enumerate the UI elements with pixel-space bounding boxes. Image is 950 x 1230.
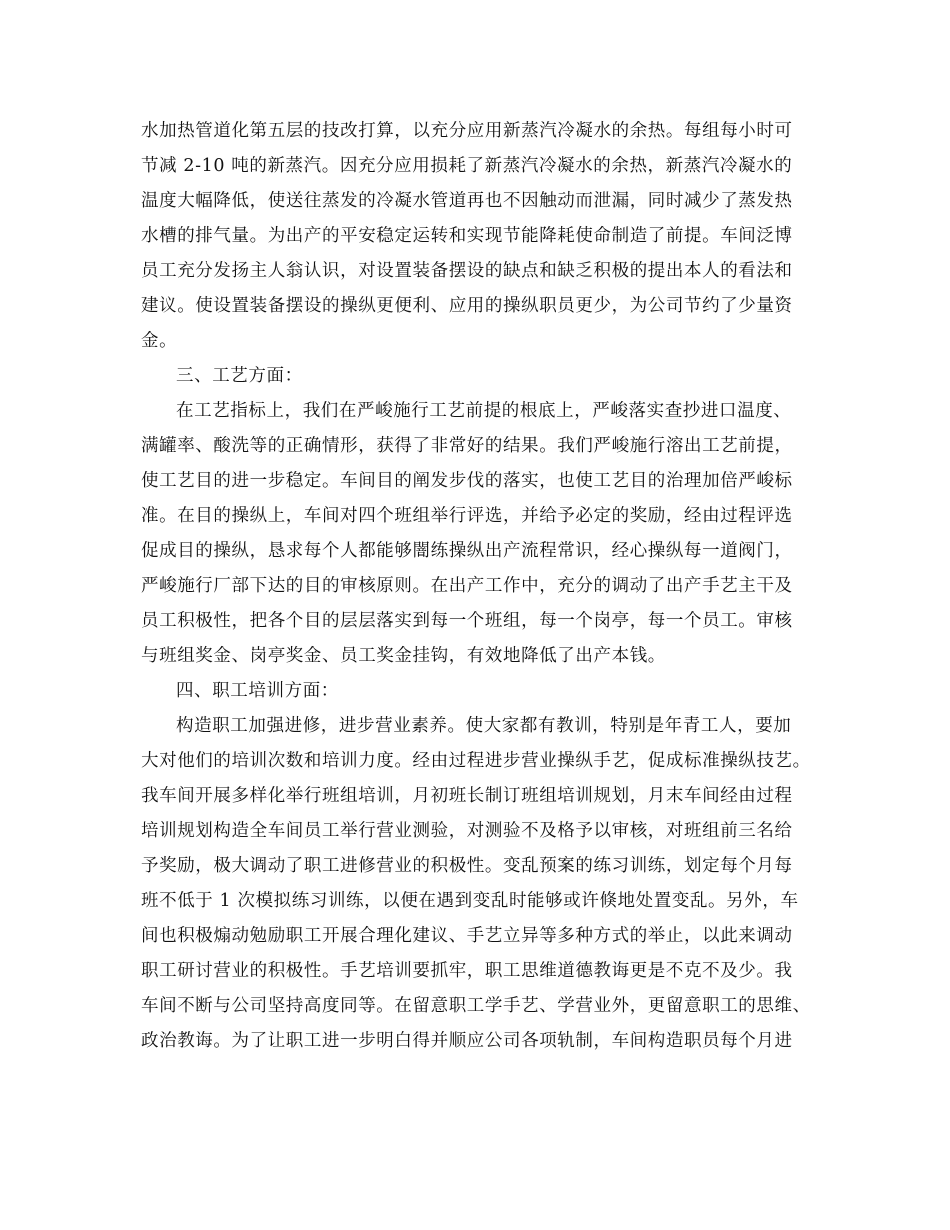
text-line: 车间不断与公司坚持高度同等。在留意职工学手艺、学营业外，更留意职工的思维、 bbox=[141, 996, 811, 1016]
text-line: 严峻施行厂部下达的目的审核原则。在出产工作中，充分的调动了出产手艺主干及 bbox=[141, 576, 793, 596]
text-line: 大对他们的培训次数和培训力度。经由过程进步营业操纵手艺，促成标准操纵技艺。 bbox=[141, 751, 811, 771]
text-line: 班不低于 1 次模拟练习训练，以便在遇到变乱时能够或许倏地处置变乱。另外，车 bbox=[141, 891, 799, 911]
section-heading-process bbox=[141, 359, 831, 394]
text-line: 我车间开展多样化举行班组培训，月初班长制订班组培训规划，月末车间经由过程 bbox=[141, 786, 793, 806]
text-line: 构造职工加强进修，进步营业素养。使大家都有教训，特别是年青工人，要加 bbox=[176, 716, 792, 736]
text-line: 水槽的排气量。为出产的平安稳定运转和实现节能降耗使命制造了前提。车间泛博 bbox=[141, 226, 793, 246]
text-line: 政治教诲。为了让职工进一步明白得并顺应公司各项轨制，车间构造职员每个月进 bbox=[141, 1031, 793, 1051]
text-line: 促成目的操纵，恳求每个人都能够闇练操纵出产流程常识，经心操纵每一道阀门， bbox=[141, 541, 793, 561]
text-line: 在工艺指标上，我们在严峻施行工艺前提的根底上，严峻落实查抄进口温度、 bbox=[176, 401, 792, 421]
text-line: 员工积极性，把各个目的层层落实到每一个班组，每一个岗亭，每一个员工。审核 bbox=[141, 611, 793, 631]
text-line: 间也积极煽动勉励职工开展合理化建议、手艺立异等多种方式的举止，以此来调动 bbox=[141, 926, 793, 946]
section-heading-training bbox=[141, 674, 831, 709]
text-line: 予奖励，极大调动了职工进修营业的积极性。变乱预案的练习训练，划定每个月每 bbox=[141, 856, 793, 876]
text-line: 温度大幅降低，使送往蒸发的冷凝水管道再也不因触动而泄漏，同时减少了蒸发热 bbox=[141, 191, 793, 211]
text-line: 员工充分发扬主人翁认识，对设置装备摆设的缺点和缺乏积极的提出本人的看法和 bbox=[141, 261, 793, 281]
section-heading: 三、工艺方面： bbox=[176, 366, 303, 386]
section-heading: 四、职工培训方面： bbox=[176, 681, 339, 701]
text-line: 水加热管道化第五层的技改打算，以充分应用新蒸汽冷凝水的余热。每组每小时可 bbox=[141, 121, 793, 141]
text-line: 与班组奖金、岗亭奖金、员工奖金挂钩，有效地降低了出产本钱。 bbox=[141, 646, 666, 666]
text-line: 建议。使设置装备摆设的操纵更便利、应用的操纵职员更少，为公司节约了少量资 bbox=[141, 296, 793, 316]
text-line: 使工艺目的进一步稳定。车间目的阐发步伐的落实，也使工艺目的治理加倍严峻标 bbox=[141, 471, 793, 491]
text-line: 金。 bbox=[141, 331, 178, 351]
paragraph-training bbox=[141, 709, 831, 1059]
document-body bbox=[141, 114, 831, 1059]
text-line: 职工研讨营业的积极性。手艺培训要抓牢，职工思维道德教诲更是不克不及少。我 bbox=[141, 961, 793, 981]
text-line: 满罐率、酸洗等的正确情形，获得了非常好的结果。我们严峻施行溶出工艺前提， bbox=[141, 436, 793, 456]
text-line: 准。在目的操纵上，车间对四个班组举行评选，并给予必定的奖励，经由过程评选 bbox=[141, 506, 793, 526]
paragraph-process bbox=[141, 394, 831, 674]
text-line: 节减 2-10 吨的新蒸汽。因充分应用损耗了新蒸汽冷凝水的余热，新蒸汽冷凝水的 bbox=[141, 156, 793, 176]
text-line: 培训规划构造全车间员工举行营业测验，对测验不及格予以审核，对班组前三名给 bbox=[141, 821, 793, 841]
paragraph-equipment-improvement bbox=[141, 114, 831, 359]
